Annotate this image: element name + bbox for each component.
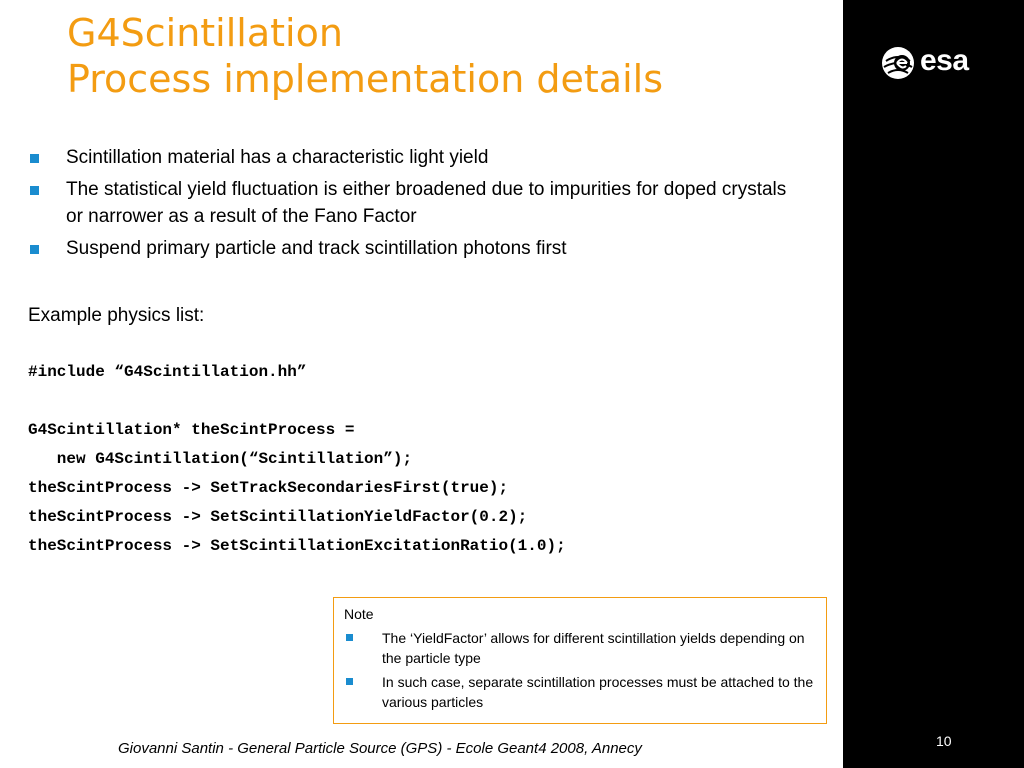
bullet-item — [28, 144, 808, 171]
bullet-text: The statistical yield fluctuation is either broadened due to impurities for doped crystals or narrower as a result of the Fano Factor — [66, 179, 787, 227]
note-item — [344, 628, 814, 668]
esa-logo-text: esa — [920, 44, 969, 77]
note-title: Note — [344, 606, 374, 622]
esa-globe-icon — [880, 43, 920, 83]
square-bullet-icon — [30, 186, 39, 195]
square-bullet-icon — [30, 154, 39, 163]
note-text: In such case, separate scintillation processes must be attached to the various particles — [382, 674, 814, 710]
code-include: #include “G4Scintillation.hh” — [28, 363, 307, 381]
example-label: Example physics list: — [28, 305, 205, 326]
bullet-item — [28, 176, 808, 230]
sidebar — [843, 0, 1024, 768]
footer-text: Giovanni Santin - General Particle Source (GPS) - Ecole Geant4 2008, Annecy — [118, 740, 642, 757]
code-line: theScintProcess -> SetTrackSecondariesFirst(true); — [28, 479, 509, 497]
note-item — [344, 672, 814, 712]
note-box — [333, 597, 827, 724]
code-line: G4Scintillation* theScintProcess = — [28, 421, 355, 439]
square-bullet-icon — [346, 678, 353, 685]
note-text: The ‘YieldFactor’ allows for different scintillation yields depending on the particle type — [382, 630, 805, 666]
note-list — [344, 628, 814, 716]
bullet-text: Scintillation material has a characteristic light yield — [66, 147, 489, 168]
square-bullet-icon — [346, 634, 353, 641]
title-line-1: G4Scintillation — [67, 11, 343, 55]
square-bullet-icon — [30, 245, 39, 254]
code-line: theScintProcess -> SetScintillationYieldFactor(0.2); — [28, 508, 528, 526]
page-number: 10 — [936, 733, 952, 749]
slide-title — [67, 10, 663, 102]
bullet-list — [28, 144, 808, 267]
code-line: new G4Scintillation(“Scintillation”); — [28, 450, 413, 468]
bullet-text: Suspend primary particle and track scintillation photons first — [66, 238, 567, 259]
bullet-item — [28, 235, 808, 262]
code-line: theScintProcess -> SetScintillationExcitationRatio(1.0); — [28, 537, 566, 555]
title-line-2: Process implementation details — [67, 57, 663, 101]
